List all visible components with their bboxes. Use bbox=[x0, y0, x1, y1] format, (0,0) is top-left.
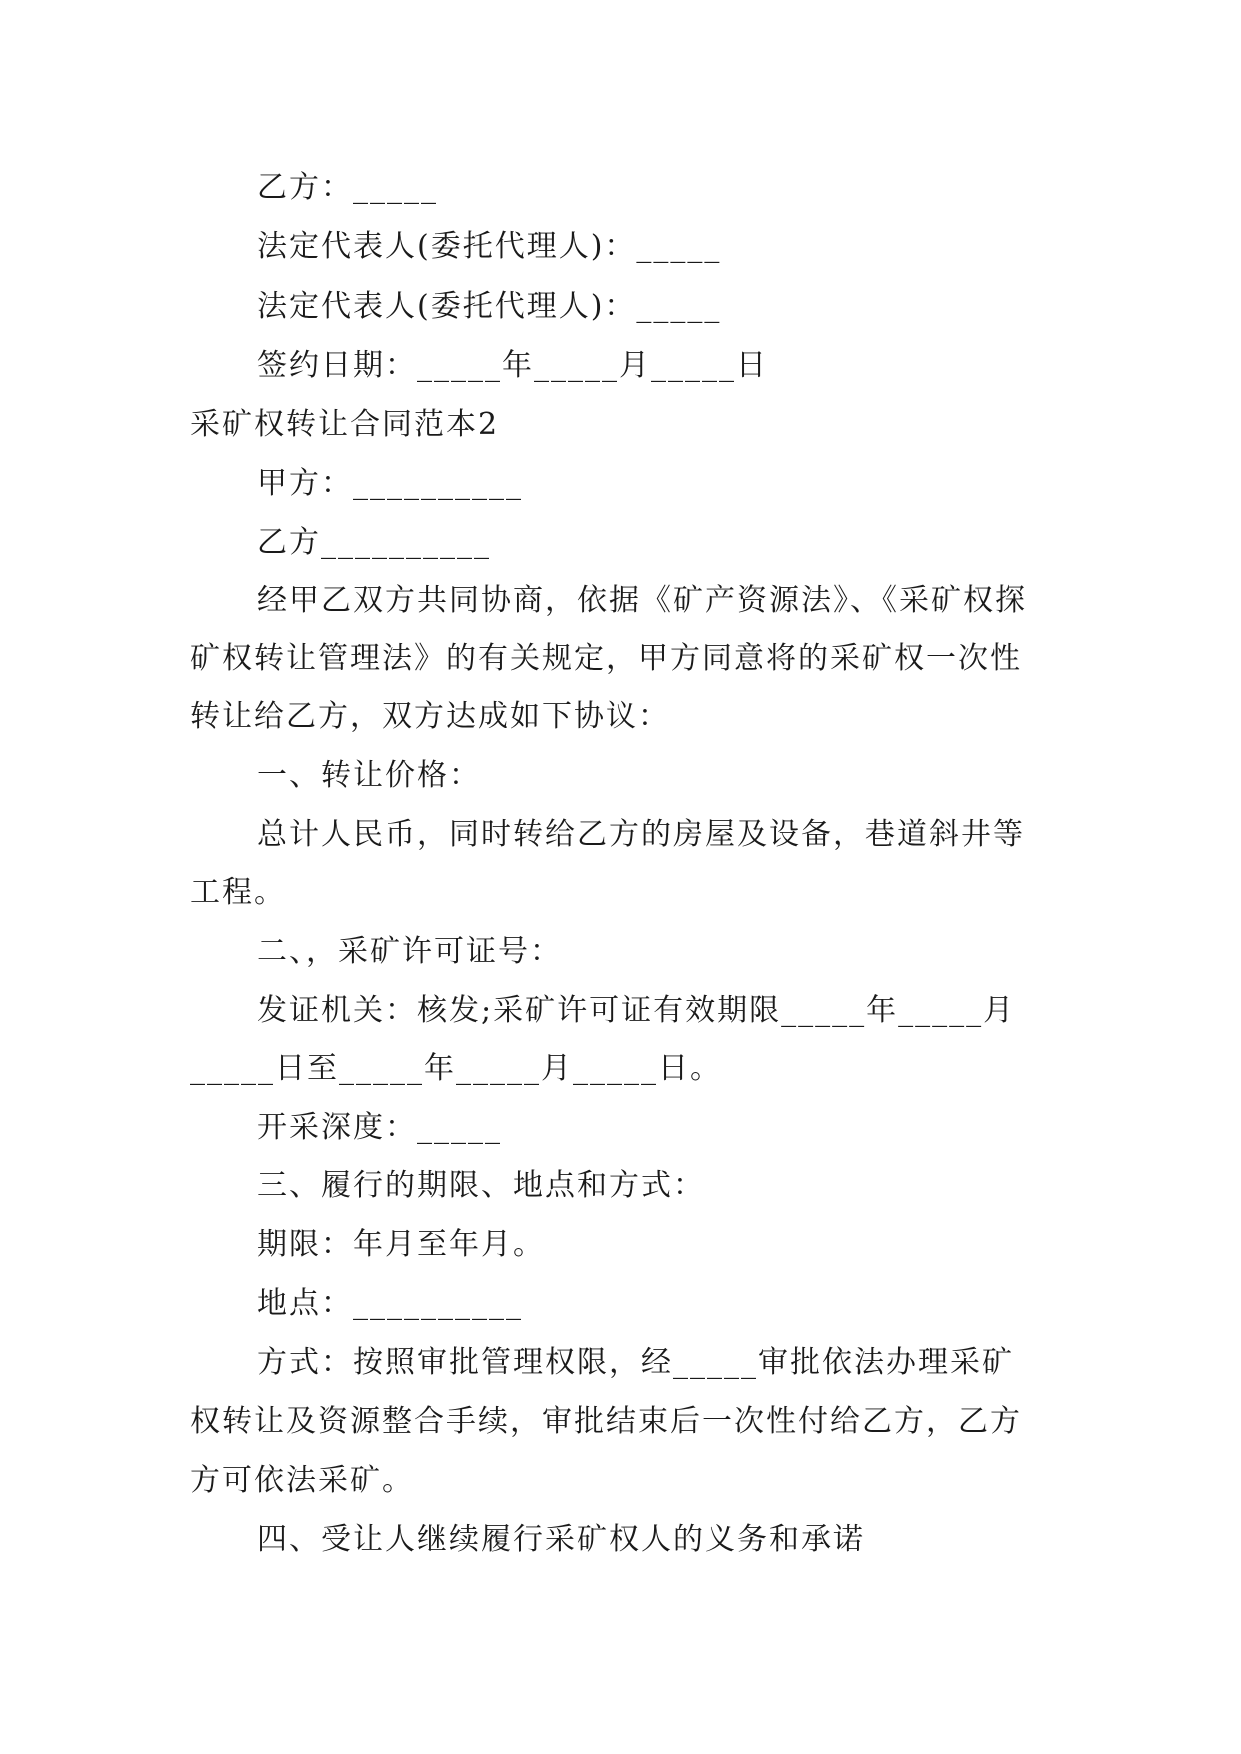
legal-representative-line: 法定代表人(委托代理人)：_____ bbox=[257, 229, 722, 264]
section-heading: 四、受让人继续履行采矿权人的义务和承诺 bbox=[257, 1522, 865, 1557]
paragraph-line: 期限：年月至年月。 bbox=[257, 1227, 545, 1262]
paragraph-line: _____日至_____年_____月_____日。 bbox=[190, 1051, 722, 1086]
paragraph-line: 经甲乙双方共同协商，依据《矿产资源法》、《采矿权探 bbox=[257, 583, 1027, 618]
paragraph-line: 工程。 bbox=[190, 875, 286, 910]
paragraph-line: 地点：__________ bbox=[257, 1286, 523, 1321]
contract-title: 采矿权转让合同范本2 bbox=[190, 407, 500, 442]
section-heading: 一、转让价格： bbox=[257, 758, 481, 793]
paragraph-line: 开采深度：_____ bbox=[257, 1110, 502, 1145]
paragraph-line: 权转让及资源整合手续，审批结束后一次性付给乙方，乙方 bbox=[190, 1404, 1022, 1439]
paragraph-line: 总计人民币，同时转给乙方的房屋及设备，巷道斜井等 bbox=[257, 817, 1025, 852]
legal-representative-line: 法定代表人(委托代理人)：_____ bbox=[257, 289, 722, 324]
section-heading: 三、履行的期限、地点和方式： bbox=[257, 1168, 705, 1203]
paragraph-line: 方可依法采矿。 bbox=[190, 1463, 414, 1498]
paragraph-line: 发证机关：核发;采矿许可证有效期限_____年_____月 bbox=[257, 993, 1016, 1028]
paragraph-line: 转让给乙方，双方达成如下协议： bbox=[190, 699, 670, 734]
party-b-line: 乙方__________ bbox=[257, 525, 491, 560]
signing-date-line: 签约日期：_____年_____月_____日 bbox=[257, 348, 768, 383]
paragraph-line: 方式：按照审批管理权限，经_____审批依法办理采矿 bbox=[257, 1345, 1014, 1380]
party-b-line: 乙方：_____ bbox=[257, 170, 438, 205]
party-a-line: 甲方：__________ bbox=[257, 466, 523, 501]
section-heading: 二、，采矿许可证号： bbox=[257, 934, 562, 969]
paragraph-line: 矿权转让管理法》的有关规定，甲方同意将的采矿权一次性 bbox=[190, 641, 1022, 676]
